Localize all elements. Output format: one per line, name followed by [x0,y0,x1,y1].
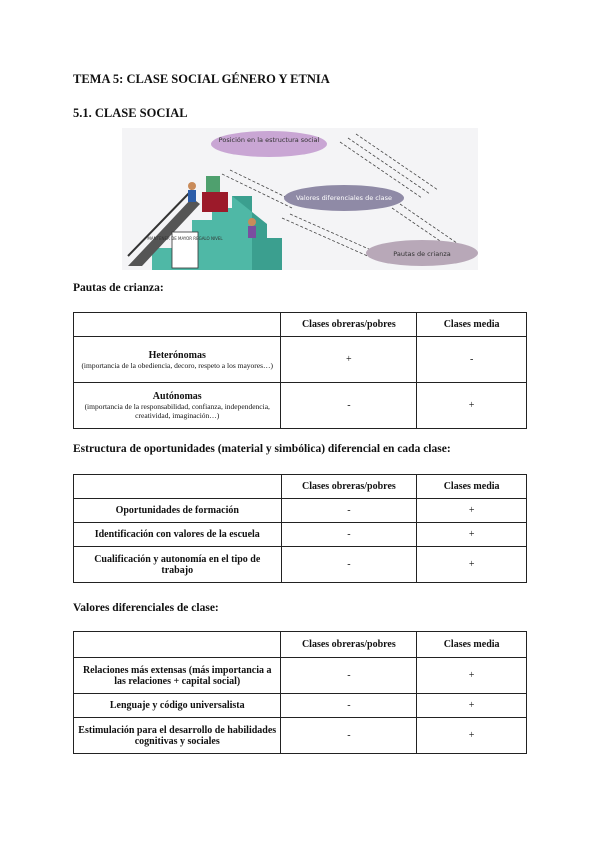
pautas-crianza-table [73,312,527,429]
cell-obreras: - [281,718,417,754]
cell-media: + [417,694,527,718]
cell-obreras: - [281,383,417,429]
table-row [74,383,527,429]
row-label: Autónomas [152,391,202,402]
bubble-valores: Valores diferenciales de clase [295,194,393,202]
header-media: Clases media [417,313,527,337]
table-row [74,337,527,383]
table1-heading: Pautas de crianza: [73,282,164,294]
bubble-pautas: Pautas de crianza [393,250,451,258]
header-empty [74,475,282,499]
cell-media: + [417,658,527,694]
table-row [74,658,527,694]
row-label: Lenguaje y código universalista [74,694,281,718]
valores-table [73,631,527,754]
table3-heading: Valores diferenciales de clase: [73,602,219,614]
cell-media: + [417,523,527,547]
row-label: Cualificación y autonomía en el tipo de trabajo [74,547,282,583]
header-media: Clases media [417,475,527,499]
cell-obreras: - [281,658,417,694]
table-row [74,694,527,718]
header-empty [74,632,281,658]
header-media: Clases media [417,632,527,658]
table-row [74,499,527,523]
bubble-posicion: Posición en la estructura social [218,136,320,144]
oportunidades-table [73,474,527,583]
table-row [74,523,527,547]
row-label: Relaciones más extensas (más importancia a las relaciones + capital social) [74,658,281,694]
header-empty [74,313,281,337]
row-label: Estimulación para el desarrollo de habilidades cognitivas y sociales [74,718,281,754]
document-title: TEMA 5: CLASE SOCIAL GÉNERO Y ETNIA [73,72,330,86]
cell-media: + [417,499,527,523]
cell-obreras: - [281,694,417,718]
row-label: Oportunidades de formación [74,499,282,523]
cell-obreras: - [281,499,417,523]
cell-media: + [417,383,527,429]
header-obreras: Clases obreras/pobres [281,475,417,499]
class-structure-illustration [122,128,478,270]
row-label: Identificación con valores de la escuela [74,523,282,547]
header-obreras: Clases obreras/pobres [281,313,417,337]
table-row [74,547,527,583]
cell-media: - [417,337,527,383]
table2-heading: Estructura de oportunidades (material y simbólica) diferencial en cada clase: [73,443,451,455]
table-row [74,718,527,754]
section-heading: 5.1. CLASE SOCIAL [73,106,188,120]
row-detail: (importancia de la responsabilidad, confianza, independencia, creatividad, imaginación…) [84,402,270,420]
cell-obreras: - [281,523,417,547]
header-obreras: Clases obreras/pobres [281,632,417,658]
cell-obreras: + [281,337,417,383]
cell-media: + [417,718,527,754]
sign-text: MANTENER DE MAYOR REGALO NIVEL [147,236,223,241]
cell-obreras: - [281,547,417,583]
cell-media: + [417,547,527,583]
row-label: Heterónomas [148,349,206,361]
row-detail: (importancia de la obediencia, decoro, respeto a los mayores…) [81,360,274,370]
